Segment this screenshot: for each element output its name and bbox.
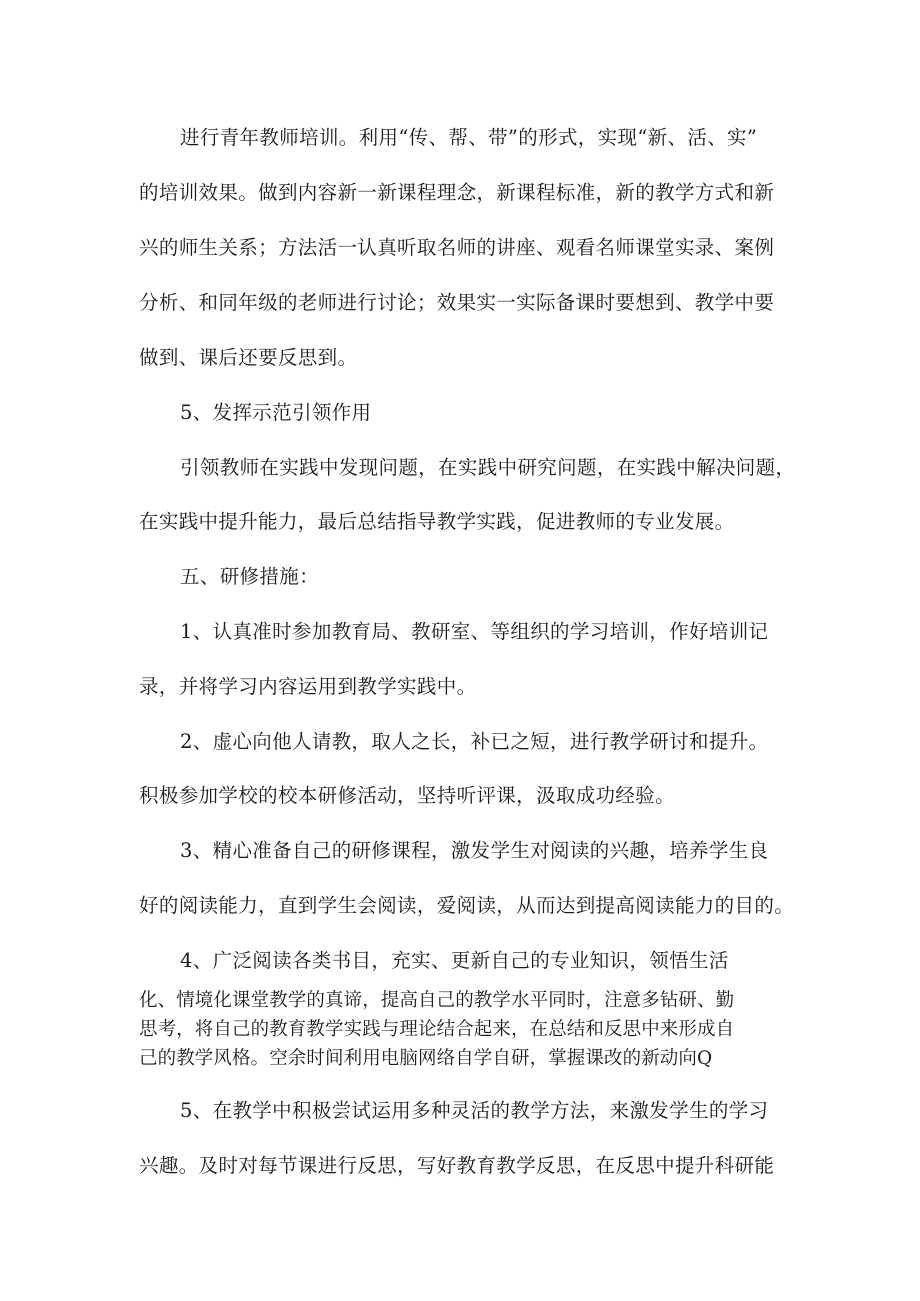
paragraph-line: 化、情境化课堂教学的真谛，提高自己的教学水平同时，注意多钻研、勤 <box>139 990 735 1011</box>
paragraph-line: 录，并将学习内容运用到教学实践中。 <box>139 675 477 698</box>
paragraph-line: 1、认真准时参加教育局、教研室、等组织的学习培训，作好培训记 <box>180 620 769 643</box>
paragraph-line: 5、在教学中积极尝试运用多种灵活的教学方法，来激发学生的学习 <box>180 1099 769 1122</box>
paragraph-line: 兴的师生关系；方法活一认真听取名师的讲座、观看名师课堂实录、案例 <box>139 236 775 259</box>
paragraph-line: 3、精心准备自己的研修课程，激发学生对阅读的兴趣，培养学生良 <box>180 839 769 862</box>
paragraph-line: 4、广泛阅读各类书目，充实、更新自己的专业知识，领悟生活 <box>180 949 729 972</box>
section-heading: 五、研修措施： <box>180 565 319 588</box>
paragraph-line: 的培训效果。做到内容新一新课程理念，新课程标准，新的教学方式和新 <box>139 181 775 204</box>
paragraph-line: 思考，将自己的教育教学实践与理论结合起来，在总结和反思中来形成自 <box>139 1019 735 1040</box>
section-heading: 5、发挥示范引领作用 <box>180 401 372 424</box>
paragraph-line: 在实践中提升能力，最后总结指导教学实践，促进教师的专业发展。 <box>139 510 735 533</box>
paragraph-line: 分析、和同年级的老师进行讨论；效果实一实际备课时要想到、教学中要 <box>139 291 775 314</box>
paragraph-line: 引领教师在实践中发现问题，在实践中研究问题，在实践中解决问题， <box>180 456 796 479</box>
paragraph-line: 兴趣。及时对每节课进行反思，写好教育教学反思，在反思中提升科研能 <box>139 1154 775 1177</box>
paragraph-line: 2、虚心向他人请教，取人之长，补已之短，进行教学研讨和提升。 <box>180 730 769 753</box>
paragraph-line: 积极参加学校的校本研修活动，坚持听评课，汲取成功经验。 <box>139 784 675 807</box>
paragraph-line: 己的教学风格。空余时间利用电脑网络自学自研，掌握课改的新动向Q <box>139 1048 713 1069</box>
paragraph-line: 进行青年教师培训。利用“传、帮、带”的形式，实现“新、活、实” <box>180 126 758 149</box>
paragraph-line: 好的阅读能力，直到学生会阅读，爱阅读，从而达到提高阅读能力的目的。 <box>139 894 795 917</box>
paragraph-line: 做到、课后还要反思到。 <box>139 346 358 369</box>
